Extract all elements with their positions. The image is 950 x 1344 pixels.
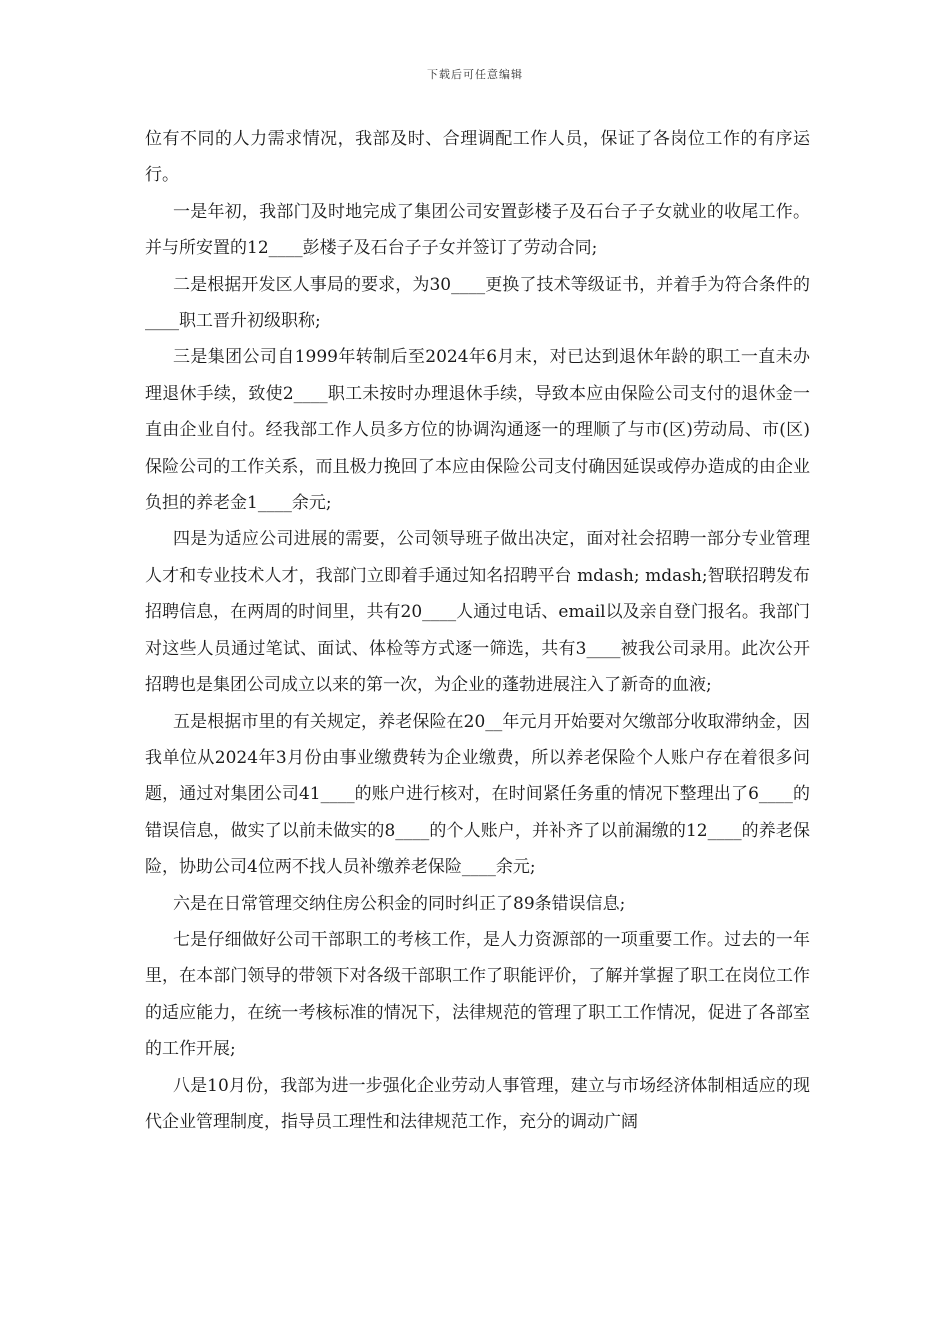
- paragraph-item-5: 五是根据市里的有关规定，养老保险在20__年元月开始要对欠缴部分收取滞纳金，因我单位从2024年3月份由事业缴费转为企业缴费，所以养老保险个人账户存在着很多问题，通过对集团公司41____的账户进行核对，在时间紧任务重的情况下整理出了6____的错误信息，做实了以前未做实的8____的个人账户，并补齐了以前漏缴的12____的养老保险，协助公司4位两不找人员补缴养老保险____余元;: [145, 711, 810, 878]
- paragraph-item-4: 四是为适应公司进展的需要，公司领导班子做出决定，面对社会招聘一部分专业管理人才和专业技术人才，我部门立即着手通过知名招聘平台 mdash; mdash;智联招聘发布招聘信息，在两周的时间里，共有20____人通过电话、email以及亲自登门报名。我部门对这些人员通过笔试、面试、体检等方式逐一筛选，共有3____被我公司录用。此次公开招聘也是集团公司成立以来的第一次，为企业的蓬勃进展注入了新奇的血液;: [145, 529, 810, 696]
- paragraph-item-7: 七是仔细做好公司干部职工的考核工作，是人力资源部的一项重要工作。过去的一年里，在本部门领导的带领下对各级干部职工作了职能评价，了解并掌握了职工在岗位工作的适应能力，在统一考核标准的情况下，法律规范的管理了职工工作情况，促进了各部室的工作开展;: [145, 929, 810, 1060]
- paragraph-item-6: 六是在日常管理交纳住房公积金的同时纠正了89条错误信息;: [173, 893, 626, 914]
- paragraph-item-3: 三是集团公司自1999年转制后至2024年6月末，对已达到退休年龄的职工一直未办理退休手续，致使2____职工未按时办理退休手续，导致本应由保险公司支付的退休金一直由企业自付。经我部工作人员多方位的协调沟通逐一的理顺了与市(区)劳动局、市(区)保险公司的工作关系，而且极力挽回了本应由保险公司支付确因延误或停办造成的由企业负担的养老金1____余元;: [145, 347, 810, 514]
- paragraph-item-2: 二是根据开发区人事局的要求，为30____更换了技术等级证书，并着手为符合条件的____职工晋升初级职称;: [145, 274, 810, 332]
- paragraph-continuation: 位有不同的人力需求情况，我部及时、合理调配工作人员，保证了各岗位工作的有序运行。: [145, 129, 810, 186]
- document-body: [145, 121, 810, 1140]
- paragraph-item-1: 一是年初，我部门及时地完成了集团公司安置彭楼子及石台子子女就业的收尾工作。并与所安置的12____彭楼子及石台子子女并签订了劳动合同;: [145, 201, 810, 259]
- page-header-note: 下载后可任意编辑: [427, 68, 523, 81]
- paragraph-item-8: 八是10月份，我部为进一步强化企业劳动人事管理，建立与市场经济体制相适应的现代企业管理制度，指导员工理性和法律规范工作，充分的调动广阔: [145, 1075, 810, 1132]
